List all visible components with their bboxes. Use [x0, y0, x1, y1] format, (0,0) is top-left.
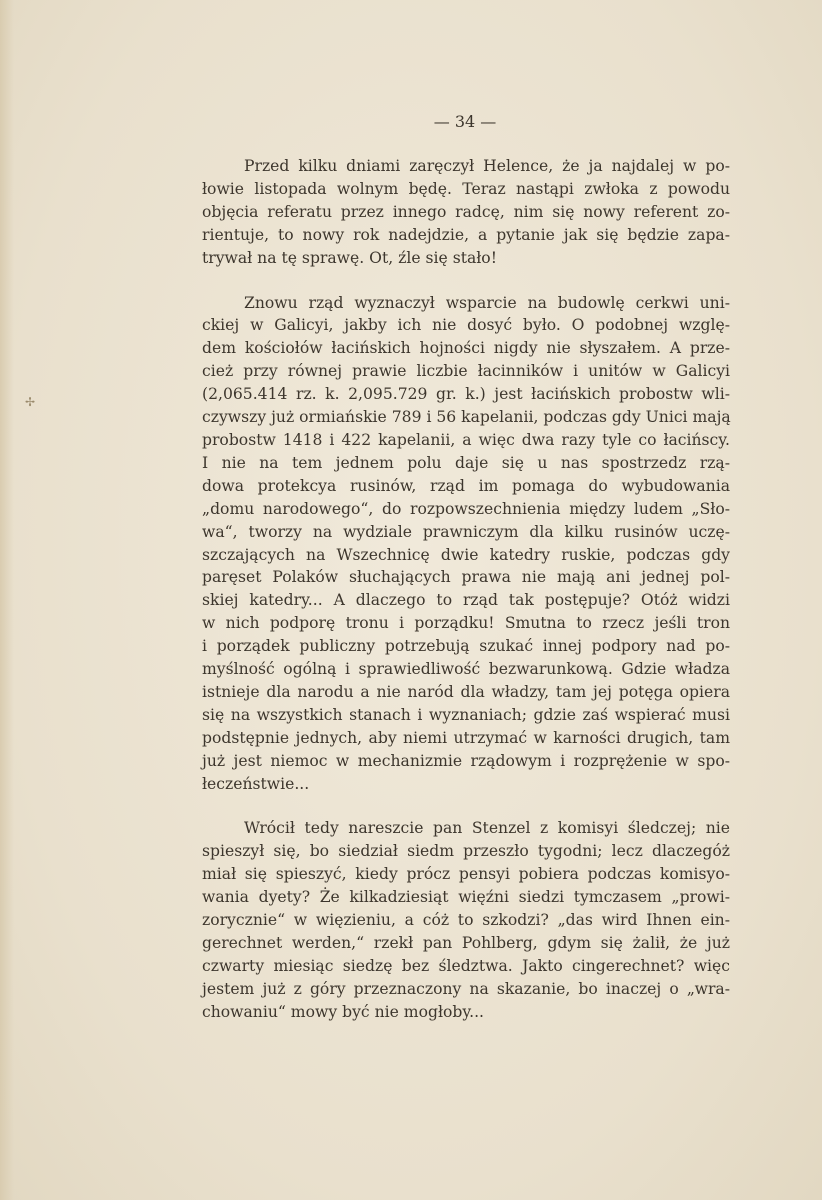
paragraph-2	[202, 292, 730, 796]
text-line: chowaniu“ mowy być nie mogłoby...	[202, 1002, 484, 1021]
text-line: zorycznie“ w więzieniu, a cóż to szkodzi? „das wird Ihnen ein-	[202, 911, 730, 930]
text-line: miał się spieszyć, kiedy prócz pensyi pobiera podczas komisyo-	[202, 865, 730, 884]
text-line: „domu narodowego“, do rozpowszechnienia między ludem „Sło-	[202, 499, 730, 518]
text-line: Znowu rząd wyznaczył wsparcie na budowlę cerkwi uni-	[244, 293, 730, 312]
text-line: trywał na tę sprawę. Ot, źle się stało!	[202, 248, 497, 267]
page-number: — 34 —	[433, 112, 497, 131]
text-line: podstępnie jednych, aby niemi utrzymać w karności drugich, tam	[202, 728, 730, 747]
text-line: spieszył się, bo siedział siedm przeszło tygodni; lecz dlaczegóż	[202, 842, 730, 861]
text-line: gerechnet werden,“ rzekł pan Pohlberg, gdym się żalił, że już	[202, 934, 730, 952]
text-line: myślność ogólną i sprawiedliwość bezwarunkową. Gdzie władza	[202, 660, 730, 679]
text-line: wania dyety? Że kilkadziesiąt więźni siedzi tymczasem „prowi-	[202, 888, 730, 907]
text-line: istnieje dla narodu a nie naród dla władzy, tam jej potęga opiera	[202, 682, 730, 701]
text-line: probostw 1418 i 422 kapelanii, a więc dwa razy tyle co łacińscy.	[202, 430, 730, 449]
text-line: paręset Polaków słuchających prawa nie mają ani jednej pol-	[202, 568, 730, 587]
text-line: czwarty miesiąc siedzę bez śledztwa. Jakto cingerechnet? więc	[202, 956, 730, 975]
text-line: (2,065.414 rz. k. 2,095.729 gr. k.) jest łacińskich probostw wli-	[202, 385, 730, 404]
text-line: jestem już z góry przeznaczony na skazanie, bo inaczej o „wra-	[202, 979, 730, 998]
text-line: Wrócił tedy nareszcie pan Stenzel z komisyi śledczej; nie	[244, 819, 730, 838]
text-line: wa“, tworzy na wydziale prawniczym dla kilku rusinów uczę-	[202, 522, 730, 541]
text-line: cież przy równej prawie liczbie łacinników i unitów w Galicyi	[202, 362, 730, 381]
text-line: dowa protekcya rusinów, rząd im pomaga do wybudowania	[202, 476, 730, 495]
text-line: już jest niemoc w mechanizmie rządowym i rozprężenie w spo-	[202, 751, 730, 770]
text-line: I nie na tem jednem polu daje się u nas spostrzedz rzą-	[202, 453, 730, 472]
text-line: łowie listopada wolnym będę. Teraz nastąpi zwłoka z powodu	[202, 179, 730, 198]
paragraph-3	[202, 817, 730, 1023]
text-line: i porządek publiczny potrzebują szukać innej podpory nad po-	[202, 637, 730, 656]
page-edge-shadow	[0, 0, 14, 1200]
text-line: skiej katedry... A dlaczego to rząd tak postępuje? Otóż widzi	[202, 591, 730, 610]
text-line: dem kościołów łacińskich hojności nigdy nie słyszałem. A prze-	[202, 339, 730, 358]
text-line: czywszy już ormiańskie 789 i 56 kapelanii, podczas gdy Unici mają	[202, 408, 731, 427]
body-text	[202, 155, 730, 1024]
text-line: Przed kilku dniami zaręczył Helence, że ja najdalej w po-	[244, 157, 730, 175]
text-line: ckiej w Galicyi, jakby ich nie dosyć było. O podobnej wzglę-	[202, 316, 730, 335]
text-line: szczających na Wszechnicę dwie katedry ruskie, podczas gdy	[202, 545, 730, 564]
text-line: rientuje, to nowy rok nadejdzie, a pytanie jak się będzie zapa-	[202, 225, 730, 244]
paragraph-1	[202, 155, 730, 270]
text-line: łeczeństwie...	[202, 774, 310, 793]
text-line: objęcia referatu przez innego radcę, nim się nowy referent zo-	[202, 202, 730, 221]
side-mark: ✢	[25, 395, 36, 409]
text-line: się na wszystkich stanach i wyznaniach; gdzie zaś wspierać musi	[202, 705, 730, 724]
text-line: w nich podporę tronu i porządku! Smutna to rzecz jeśli tron	[202, 614, 730, 633]
